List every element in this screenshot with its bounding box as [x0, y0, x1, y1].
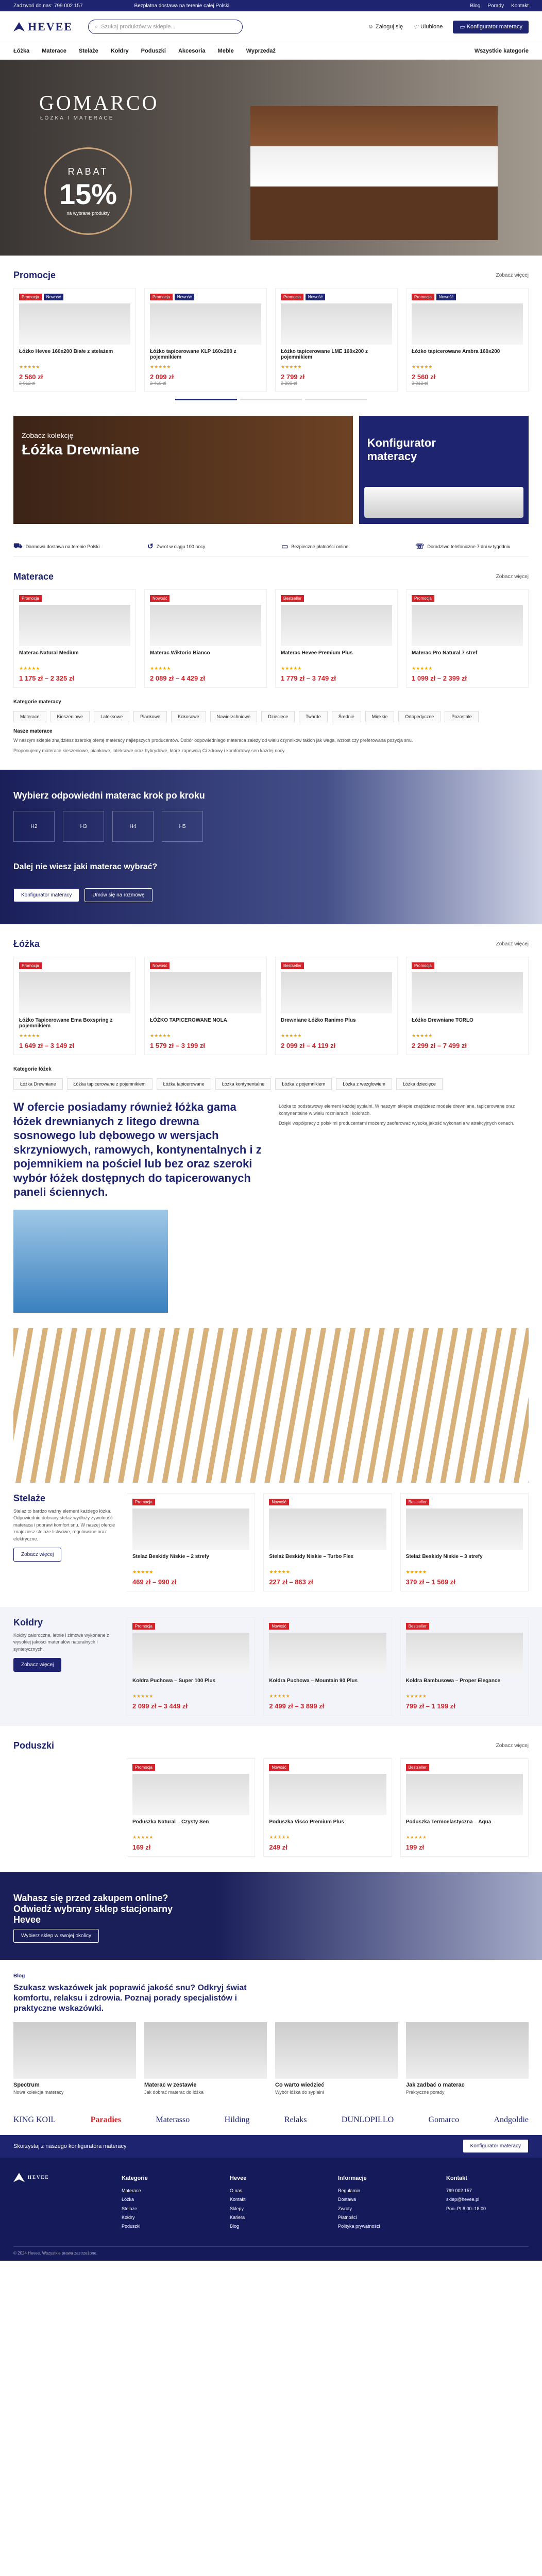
product-price: 2 099 zł — [150, 373, 174, 381]
rating-stars: ★★★★★ — [132, 1834, 154, 1840]
product-badge: Bestseller — [406, 1499, 429, 1505]
usp-item: ↺ Zwrot w ciągu 100 nocy — [147, 542, 206, 550]
product-name[interactable]: Łóżko Hevee 160x200 Białe z stelażem — [19, 349, 113, 354]
brand-logo[interactable]: Gomarco — [428, 2115, 460, 2124]
copyright: © 2024 Hevee. Wszystkie prawa zastrzeżone. — [13, 2246, 529, 2256]
rating-stars: ★★★★★ — [132, 1693, 154, 1699]
footer-logo[interactable]: HEVEE — [13, 2173, 96, 2182]
rating-stars: ★★★★★ — [281, 666, 302, 671]
blog-post[interactable]: Materac w zestawie Jak dobrać materac do łóżka — [144, 2022, 267, 2095]
promotions-section — [13, 270, 529, 754]
card-icon: ▭ — [281, 542, 289, 550]
product-price: 2 099 zł – 3 449 zł — [132, 1702, 188, 1710]
brand-logo[interactable]: Materasso — [156, 2115, 190, 2124]
configurator-banner[interactable]: Konfigurator materacy — [359, 416, 529, 524]
product-price: 799 zł – 1 199 zł — [405, 1702, 455, 1710]
rating-stars: ★★★★★ — [405, 1834, 427, 1840]
product-name[interactable]: Poduszka Visco Premium Plus — [269, 1819, 344, 1825]
product-image[interactable] — [412, 972, 523, 1013]
product-image[interactable] — [412, 605, 523, 646]
section-title: Poduszki — [13, 1740, 55, 1751]
rating-stars: ★★★★★ — [132, 1569, 154, 1574]
product-price: 2 799 zł — [281, 373, 305, 381]
section-title: Łóżka — [13, 939, 40, 949]
usp-item: ⛟ Darmowa dostawa na terenie Polski — [13, 541, 127, 551]
product-name[interactable]: Kołdra Bambusowa – Proper Elegance — [405, 1677, 501, 1684]
product-badge: Nowość — [269, 1764, 289, 1771]
beds-section: Łóżka Zobacz więcej Promocja Łóżko Tapicerowane Ema Boxspring z pojemnikiem ★★★★★ 1 649 zł – 3 149 zł Nowość ŁÓŻKO TAPICEROWANE NOLA ★★★★★ 1 579 zł – 3 199 zł Bestseller Drewniane Łóżko Ranimo Plus ★★★★★ 2 099 zł – 4 119 zł Promocja Łóżko Drewniane TORLO ★★★★★ 2 299 zł – 7 499 zł Kategorie łóżek Łóżka Drewniane Łóżka tapicerowane z pojemnikiem Łóżka tapicerowane Łóżka kontynentalne Łóżka z pojemnikiem Łóżka z wezgłowiem Łóżka dziecięce W ofercie posiadamy również łóżka gama łóżek drewnianych z litego drewna sosnowego lub dębowego w wersjach skrzyniowych, ramowych, kontynentalnych i z pojemnikiem na pościel lub bez oraz szeroki wybór łóżek dostępnych do tapicerowanych paneli ściennych. Łóżka to podstawowy element każdej sypialni. W naszym sklepie znajdziesz modele drewniane, tapicerowane oraz kontynentalne w wielu rozmiarach i kolorach. Dzięki współpracy z polskimi producentami możemy zaoferować wysoką jakość wykonania w atrakcyjnych cenach. Stelaże Stelaż to bardzo ważny element każdego łóżka. Odpowiednio dobrany stelaż wydłuży żywotność materaca i poprawi komfort snu. W naszej ofercie znajdziesz stelaże listwowe, regulowane oraz elektryczne. Zobacz więcej Promocja Stelaż Beskidy Niskie – 2 strefy ★★★★★ 469 zł – 990 zł Nowość Stelaż Beskidy Niskie – Turbo Flex ★★★★★ 227 zł – 863 zł Bestseller Stelaż Beskidy Niskie – 3 strefy ★★★★★ 379 zł – 1 569 zł — [13, 939, 529, 1591]
footer-link[interactable]: Polityka prywatności — [338, 2223, 380, 2229]
shipping-note: Bezpłatna dostawa na terenie całej Polski — [134, 3, 230, 9]
footer-link[interactable]: Kontakt — [230, 2197, 246, 2202]
category-chip[interactable]: Miękkie — [365, 711, 395, 722]
product-badge: Bestseller — [406, 1623, 429, 1630]
rating-stars: ★★★★★ — [269, 1569, 290, 1574]
nav-item[interactable]: Stelaże — [78, 48, 98, 54]
product-image[interactable] — [132, 1774, 249, 1815]
product-name[interactable]: Stelaż Beskidy Niskie – Turbo Flex — [269, 1553, 354, 1560]
footer-link[interactable]: Zwroty — [338, 2206, 352, 2211]
logo-mark-icon — [13, 22, 25, 31]
rating-stars: ★★★★★ — [281, 1033, 302, 1038]
store-finder-button[interactable]: Wybierz sklep w swojej okolicy — [13, 1929, 99, 1943]
product-name[interactable]: Stelaż Beskidy Niskie – 2 strefy — [132, 1553, 209, 1560]
blog-post[interactable]: Co warto wiedzieć Wybór łóżka do sypialni — [275, 2022, 398, 2095]
blog-section: Blog Szukasz wskazówek jak poprawić jakość snu? Odkryj świat komfortu, relaksu i zdrowia. Poznaj porady specjalistów i praktyczne wskazówki. Spectrum Nowa kolekcja materacy Materac w zestawie Jak dobrać materac do łóżka Co warto wiedzieć Wybór łóżka do sypialni Jak zadbać o materac Praktyczne porady KING KOIL Paradies Materasso Hilding Relaks DUNLOPILLO Gomarco Andgoldie — [13, 1973, 529, 2124]
footer-link[interactable]: Materace — [122, 2188, 141, 2194]
top-link-blog[interactable]: Blog — [470, 3, 481, 9]
product-price: 1 579 zł – 3 199 zł — [150, 1042, 205, 1049]
product-image[interactable] — [132, 1633, 249, 1674]
product-price: 2 499 zł – 3 899 zł — [269, 1702, 325, 1710]
product-badge: Promocja — [19, 962, 42, 969]
product-old-price: 3 293 zł — [281, 381, 297, 386]
section-title: Materace — [13, 571, 54, 582]
category-chip[interactable]: Twarde — [299, 711, 328, 722]
category-chip[interactable]: Materace — [13, 711, 46, 722]
product-old-price: 2 469 zł — [150, 381, 166, 386]
category-chip[interactable]: Łóżka dziecięce — [396, 1078, 443, 1090]
product-card[interactable] — [144, 288, 267, 392]
product-name[interactable]: Kołdra Puchowa – Mountain 90 Plus — [269, 1677, 358, 1684]
footer-link[interactable]: Łóżka — [122, 2197, 134, 2202]
product-image[interactable] — [19, 605, 130, 646]
product-card[interactable] — [13, 957, 136, 1055]
nav-item-all[interactable]: Wszystkie kategorie — [474, 48, 529, 54]
product-card[interactable] — [406, 589, 529, 688]
product-card[interactable] — [127, 1617, 255, 1716]
mattress-image — [364, 487, 523, 518]
footer-link[interactable]: Kołdry — [122, 2214, 135, 2220]
brand-logo[interactable]: Paradies — [90, 2115, 122, 2124]
promo-title: Wybierz odpowiedni materac krok po kroku — [13, 790, 205, 801]
product-name[interactable]: Poduszka Termoelastyczna – Aqua — [405, 1819, 492, 1825]
product-price: 1 099 zł – 2 399 zł — [412, 674, 467, 682]
product-card[interactable] — [127, 1493, 255, 1591]
nav-item[interactable]: Materace — [42, 48, 66, 54]
product-image[interactable] — [150, 972, 261, 1013]
seo-text: Nasze materace W naszym sklepie znajdziesz szeroką ofertę materacy najlepszych producentów. Dobór odpowiedniego materaca zależy od wielu czynników takich jak waga, wzrost czy preferowana pozycja snu. Proponujemy materace kieszeniowe, piankowe, lateksowe oraz hybrydowe, które zapewnią Ci zdrowy i komfortowy sen każdej nocy. — [13, 728, 413, 753]
product-image[interactable] — [150, 303, 261, 345]
rating-stars: ★★★★★ — [269, 1693, 290, 1699]
product-badge: Promocja — [412, 595, 434, 602]
footer-link[interactable]: Blog — [230, 2223, 240, 2229]
product-price: 227 zł – 863 zł — [269, 1578, 313, 1586]
hero-banner[interactable] — [0, 60, 542, 256]
stores-banner: Wahasz się przed zakupem online? Odwiedź wybrany sklep stacjonarny Hevee Wybierz sklep w swojej okolicy — [0, 1872, 542, 1960]
product-price: 1 175 zł – 2 325 zł — [19, 674, 74, 682]
category-chip[interactable]: Piankowe — [133, 711, 167, 722]
brand-logo[interactable]: Andgoldie — [494, 2115, 529, 2124]
category-chip[interactable]: Łóżka kontynentalne — [215, 1078, 272, 1090]
product-badge: Promocja — [132, 1623, 155, 1630]
firmness-h2[interactable]: H2 — [13, 811, 55, 842]
footer-link[interactable]: O nas — [230, 2188, 243, 2194]
product-image[interactable] — [281, 303, 392, 345]
product-price: 1 779 zł – 3 749 zł — [281, 674, 336, 682]
firmness-h5[interactable]: H5 — [162, 811, 203, 842]
product-card[interactable] — [127, 1758, 255, 1857]
rating-stars: ★★★★★ — [412, 666, 433, 671]
product-card[interactable] — [263, 1493, 392, 1591]
product-badge: Nowość — [269, 1499, 289, 1505]
product-card[interactable] — [263, 1758, 392, 1857]
promo-question: Dalej nie wiesz jaki materac wybrać? — [13, 862, 158, 871]
brand-logo[interactable]: KING KOIL — [13, 2115, 56, 2124]
footer-col-title: Hevee — [230, 2175, 247, 2181]
top-link-contact[interactable]: Kontakt — [511, 3, 529, 9]
category-chip[interactable]: Łóżka tapicerowane — [157, 1078, 211, 1090]
firmness-h4[interactable]: H4 — [112, 811, 154, 842]
rating-stars: ★★★★★ — [150, 364, 171, 369]
wishlist-link[interactable]: ♡ Ulubione — [413, 24, 443, 30]
product-old-price: 3 012 zł — [412, 381, 428, 386]
phone-text[interactable]: Zadzwoń do nas: 799 002 157 — [13, 3, 83, 9]
product-card[interactable] — [275, 589, 398, 688]
nav-item[interactable]: Kołdry — [110, 48, 129, 54]
slatted-frame-image — [13, 1328, 529, 1483]
mattress-categories-title: Kategorie materacy — [13, 699, 61, 705]
product-card[interactable] — [144, 589, 267, 688]
product-image[interactable] — [269, 1509, 386, 1550]
product-badge: Nowość — [150, 962, 170, 969]
product-old-price: 3 012 zł — [19, 381, 36, 386]
product-image[interactable] — [406, 1633, 523, 1674]
see-more-button[interactable]: Zobacz więcej — [13, 1658, 61, 1672]
configurator-strip: Skorzystaj z naszego konfiguratora materacy Konfigurator materacy — [0, 2135, 542, 2158]
mattress-guide-banner — [0, 770, 542, 924]
product-name[interactable]: Materac Pro Natural 7 stref — [412, 650, 478, 656]
product-badge: Promocja — [412, 962, 434, 969]
footer-link[interactable]: Dostawa — [338, 2197, 357, 2202]
logo-mark-icon — [13, 2173, 25, 2182]
category-chip[interactable]: Nawierzchniowe — [210, 711, 258, 722]
footer-link[interactable]: Sklepy — [230, 2206, 244, 2211]
usp-item: ☏ Doradztwo telefoniczne 7 dni w tygodniu — [415, 542, 511, 550]
product-badge: Nowość — [306, 294, 325, 300]
product-name[interactable]: Poduszka Natural – Czysty Sen — [132, 1819, 209, 1825]
section-title: Stelaże — [13, 1493, 46, 1503]
footer-link[interactable]: Stelaże — [122, 2206, 138, 2211]
rating-stars: ★★★★★ — [405, 1693, 427, 1699]
rating-stars: ★★★★★ — [412, 364, 433, 369]
product-badge: Nowość — [269, 1623, 289, 1630]
product-price: 469 zł – 990 zł — [132, 1578, 177, 1586]
product-image[interactable] — [281, 605, 392, 646]
product-image[interactable] — [406, 1509, 523, 1550]
footer-link[interactable]: Kariera — [230, 2214, 245, 2220]
see-more-link[interactable]: Zobacz więcej — [496, 273, 529, 278]
see-more-link[interactable]: Zobacz więcej — [496, 941, 529, 947]
product-image[interactable] — [281, 972, 392, 1013]
usp-bar — [13, 536, 529, 557]
footer-col-title: Informacje — [338, 2175, 367, 2181]
brand-logo[interactable]: DUNLOPILLO — [341, 2115, 394, 2124]
rating-stars: ★★★★★ — [269, 1834, 290, 1840]
product-badge: Promocja — [412, 294, 434, 300]
product-image[interactable] — [150, 605, 261, 646]
top-bar — [0, 0, 542, 11]
product-card[interactable] — [400, 1493, 529, 1591]
product-card[interactable] — [263, 1617, 392, 1716]
truck-icon: ⛟ — [13, 541, 23, 550]
category-chip[interactable]: Lateksowe — [94, 711, 129, 722]
blog-post[interactable]: Spectrum Nowa kolekcja materacy — [13, 2022, 136, 2095]
product-price: 199 zł — [405, 1843, 425, 1851]
pillows-section — [13, 1740, 529, 1857]
rating-stars: ★★★★★ — [412, 1033, 433, 1038]
logo[interactable]: HEVEE — [13, 20, 73, 33]
product-card[interactable] — [13, 589, 136, 688]
product-card[interactable] — [400, 1758, 529, 1857]
product-badge: Nowość — [175, 294, 194, 300]
category-chip[interactable]: Łóżka z pojemnikiem — [275, 1078, 332, 1090]
search-icon: ⌕ — [95, 23, 98, 30]
product-name[interactable]: Materac Hevee Premium Plus — [281, 650, 353, 656]
product-card[interactable] — [400, 1617, 529, 1716]
nav-item[interactable]: Poduszki — [141, 48, 166, 54]
category-chip[interactable]: Łóżka tapicerowane z pojemnikiem — [67, 1078, 153, 1090]
consult-cta[interactable]: Umów się na rozmowę — [84, 888, 152, 902]
category-chip[interactable]: Pozostałe — [445, 711, 479, 722]
footer-col-title: Kontakt — [446, 2175, 467, 2181]
product-price: 249 zł — [269, 1843, 287, 1851]
footer-link[interactable]: Poduszki — [122, 2223, 141, 2229]
product-image[interactable] — [406, 1774, 523, 1815]
pillow-image — [13, 1210, 168, 1313]
product-image[interactable] — [132, 1509, 249, 1550]
phone-icon: ☏ — [415, 542, 425, 550]
product-price: 2 299 zł – 7 499 zł — [412, 1042, 467, 1049]
product-badge: Promocja — [150, 294, 173, 300]
configurator-button[interactable]: ▭ Konfigurator materacy — [453, 21, 529, 33]
category-chip[interactable]: Ortopedyczne — [398, 711, 441, 722]
category-chip[interactable]: Kieszeniowe — [50, 711, 90, 722]
product-name[interactable]: Łóżko tapicerowane Ambra 160x200 — [412, 349, 500, 354]
section-title: Promocje — [13, 270, 56, 280]
product-badge: Nowość — [436, 294, 456, 300]
product-name[interactable]: Kołdra Puchowa – Super 100 Plus — [132, 1677, 216, 1684]
footer-link[interactable]: Regulamin — [338, 2188, 361, 2194]
brand-logo[interactable]: Hilding — [224, 2115, 250, 2124]
product-card[interactable] — [275, 288, 398, 392]
main-nav — [0, 42, 542, 60]
product-image[interactable] — [412, 303, 523, 345]
rating-stars: ★★★★★ — [19, 666, 40, 671]
product-badge: Bestseller — [281, 962, 304, 969]
footer-link[interactable]: sklep@hevee.pl — [446, 2197, 480, 2202]
category-chip[interactable]: Łóżka Drewniane — [13, 1078, 63, 1090]
product-badge: Nowość — [44, 294, 63, 300]
nav-item[interactable]: Akcesoria — [178, 48, 206, 54]
product-card[interactable] — [144, 957, 267, 1055]
hero-brand: GOMARCO — [39, 91, 159, 114]
product-image[interactable] — [269, 1774, 386, 1815]
rating-stars: ★★★★★ — [150, 1033, 171, 1038]
return-icon: ↺ — [147, 542, 154, 550]
rating-stars: ★★★★★ — [281, 364, 302, 369]
rating-stars: ★★★★★ — [150, 666, 171, 671]
configurator-cta[interactable]: Konfigurator materacy — [13, 888, 79, 902]
product-badge: Promocja — [132, 1764, 155, 1771]
top-link-tips[interactable]: Porady — [487, 3, 504, 9]
wooden-beds-banner[interactable]: Zobacz kolekcję Łóżka Drewniane — [13, 416, 353, 524]
search-input[interactable]: ⌕ Szukaj produktów w sklepie... — [88, 20, 243, 34]
product-name[interactable]: ŁÓŻKO TAPICEROWANE NOLA — [150, 1018, 227, 1023]
see-more-link[interactable]: Zobacz więcej — [496, 1742, 529, 1749]
product-badge: Promocja — [132, 1499, 155, 1505]
rating-stars: ★★★★★ — [19, 1033, 40, 1038]
category-chip[interactable]: Dziecięce — [261, 711, 295, 722]
product-badge: Nowość — [150, 595, 170, 602]
category-chip[interactable]: Średnie — [332, 711, 361, 722]
brand-logos — [13, 2115, 529, 2125]
hero-sub: ŁÓŻKA I MATERACE — [40, 115, 114, 121]
user-icon: ☺ — [367, 24, 374, 30]
product-name[interactable]: Drewniane Łóżko Ranimo Plus — [281, 1018, 356, 1023]
seo-headline: W ofercie posiadamy również łóżka gama łóżek drewnianych z litego drewna sosnowego lub dębowego w wersjach skrzyniowych, ramowych, kontynentalnych i z pojemnikiem na pościel lub bez oraz szeroki wybór łóżek dostępnych do tapicerowanych paneli ściennych. — [13, 1100, 262, 1198]
product-image[interactable] — [19, 303, 130, 345]
nav-item[interactable]: Łóżka — [13, 48, 30, 54]
site-footer — [0, 2158, 542, 2261]
product-badge: Promocja — [19, 595, 42, 602]
nav-item[interactable]: Wyprzedaż — [246, 48, 276, 54]
configurator-strip-button[interactable]: Konfigurator materacy — [463, 2139, 529, 2153]
usp-item: ▭ Bezpieczne płatności online — [281, 542, 349, 550]
carousel-dots[interactable] — [13, 399, 529, 400]
product-image[interactable] — [19, 972, 130, 1013]
product-name[interactable]: Łóżko Tapicerowane Ema Boxspring z pojemnikiem — [19, 1018, 113, 1029]
footer-link[interactable]: Pon–Pt 8:00–18:00 — [446, 2206, 486, 2211]
product-price: 1 649 zł – 3 149 zł — [19, 1042, 74, 1049]
product-name[interactable]: Stelaż Beskidy Niskie – 3 strefy — [405, 1553, 483, 1560]
rating-stars: ★★★★★ — [19, 364, 40, 369]
product-badge: Promocja — [19, 294, 42, 300]
product-name[interactable]: Materac Natural Medium — [19, 650, 79, 656]
product-card[interactable] — [275, 957, 398, 1055]
hero-bed-image — [250, 106, 498, 240]
footer-col-title: Kategorie — [122, 2175, 148, 2181]
product-badge: Bestseller — [281, 595, 304, 602]
product-image[interactable] — [269, 1633, 386, 1674]
see-more-button[interactable]: Zobacz więcej — [13, 1548, 61, 1562]
firmness-h3[interactable]: H3 — [63, 811, 104, 842]
bed-categories-title: Kategorie łóżek — [13, 1066, 52, 1072]
product-card[interactable] — [406, 957, 529, 1055]
product-price: 2 560 zł — [412, 373, 436, 381]
product-name[interactable]: Łóżko tapicerowane LME 160x200 z pojemnikiem — [281, 349, 368, 360]
product-name[interactable]: Materac Wiktorio Bianco — [150, 650, 210, 656]
section-title: Kołdry — [13, 1617, 43, 1628]
category-chip[interactable]: Kokosowe — [171, 711, 206, 722]
product-price: 169 zł — [132, 1843, 151, 1851]
category-chip[interactable]: Łóżka z wezgłowiem — [336, 1078, 392, 1090]
blog-headline: Szukasz wskazówek jak poprawić jakość snu? Odkryj świat komfortu, relaksu i zdrowia. Poznaj porady specjalistów i praktyczne wskazówki. — [13, 1983, 247, 2013]
product-card[interactable] — [406, 288, 529, 392]
product-price: 2 089 zł – 4 429 zł — [150, 674, 205, 682]
nav-item[interactable]: Meble — [217, 48, 234, 54]
bed-icon: ▭ — [459, 24, 465, 30]
brand-logo[interactable]: Relaks — [284, 2115, 307, 2124]
product-name[interactable]: Łóżko tapicerowane KLP 160x200 z pojemnikiem — [150, 349, 236, 360]
duvets-section: Kołdry Kołdry całoroczne, letnie i zimowe wykonane z wysokiej jakości materiałów naturalnych i syntetycznych. Zobacz więcej Promocja Kołdra Puchowa – Super 100 Plus ★★★★★ 2 099 zł – 3 449 zł Nowość Kołdra Puchowa – Mountain 90 Plus ★★★★★ 2 499 zł – 3 899 zł Bestseller Kołdra Bambusowa – Proper Elegance ★★★★★ 799 zł – 1 199 zł — [0, 1607, 542, 1726]
product-card[interactable] — [13, 288, 136, 392]
footer-link[interactable]: 799 002 157 — [446, 2188, 472, 2194]
see-more-link[interactable]: Zobacz więcej — [496, 574, 529, 580]
product-price: 379 zł – 1 569 zł — [405, 1578, 455, 1586]
site-header — [0, 11, 542, 42]
rating-stars: ★★★★★ — [405, 1569, 427, 1574]
product-badge: Promocja — [281, 294, 303, 300]
discount-circle: RABAT 15% na wybrane produkty — [44, 147, 132, 235]
product-price: 2 099 zł – 4 119 zł — [281, 1042, 336, 1049]
product-name[interactable]: Łóżko Drewniane TORLO — [412, 1018, 473, 1023]
product-badge: Bestseller — [406, 1764, 429, 1771]
heart-icon: ♡ — [413, 24, 418, 30]
account-link[interactable]: ☺ Zaloguj się — [367, 24, 403, 30]
product-price: 2 560 zł — [19, 373, 43, 381]
footer-link[interactable]: Płatności — [338, 2214, 357, 2220]
blog-post[interactable]: Jak zadbać o materac Praktyczne porady — [406, 2022, 529, 2095]
